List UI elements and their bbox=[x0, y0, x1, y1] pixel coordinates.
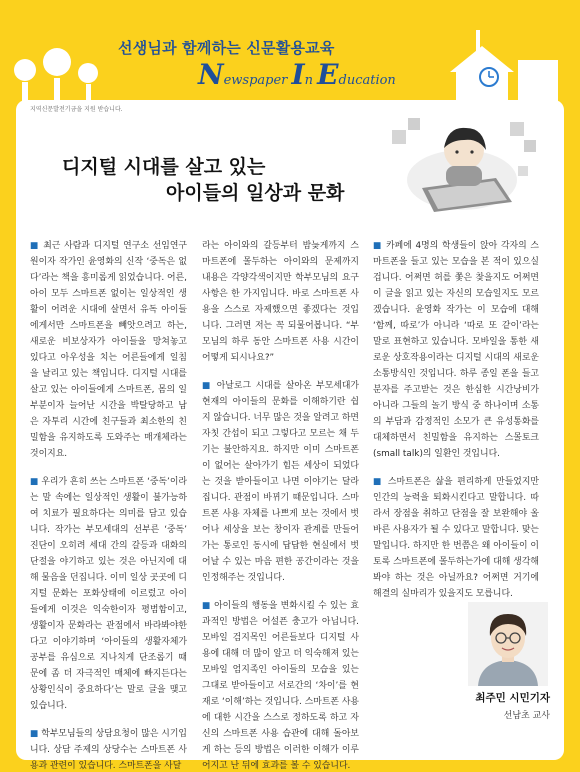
square-bullet-icon: ■ bbox=[202, 381, 213, 391]
square-bullet-icon: ■ bbox=[373, 241, 383, 251]
nie-word: ewspaper bbox=[223, 73, 292, 88]
square-bullet-icon: ■ bbox=[30, 477, 39, 487]
reporter-affiliation: 선남초 교사 bbox=[503, 711, 550, 721]
paragraph-text: 아날로그 시대를 살아온 부모세대가 현재의 아이들의 문화를 이해하기란 쉽지 않습니다. 너무 많은 것을 알려고 하면 자칫 간섭이 되고 그렇다고 모르는 채 두기는 불안하지요. 하지만 이미 스마트폰이 없어는 살아가기 힘든 세상이 되었다는 것을 받아들이고 나면 이야기는 달라집니다. 관점이 바뀌기 때문입니다. 스마트폰 사용 자체를 나쁘게 보는 것에서 벗어나 세상을 보는 창이자 관계를 만들어가는 통로인 동시에 답답한 현실에서 벗어날 수 있는 마음 편한 공간이라는 것을 인정해주는 것입니다. bbox=[202, 381, 360, 583]
nie-word: ducation bbox=[338, 73, 396, 88]
paragraph-text: 최근 사람과 디지털 연구소 선임연구원이자 작가인 윤영화의 신작 ‘중독은 없다’라는 책을 흥미롭게 읽었습니다. 어른, 아이 모두 스마트폰 없이는 일상적인 생활이 어려운 시대에 살면서 유독 아이들에게서만 스마트폰을 빼앗으려고 하는, 새로운 비보상자가 아이들을 망쳐놓고 있다고 아우성을 치는 어른들에게 일침을 날리고 있는 책입니다. 디지털 시대를 살고 있는 아이들에게 스마트폰, 몸의 일부분이자 늘어난 시간을 박탈당하고 남은 자투리 시간에 친구들과 최소한의 친밀함을 유지하도록 도와주는 매개체라는 것이지요. bbox=[30, 241, 187, 459]
paragraph-text: 아이들의 행동을 변화시킬 수 있는 효과적인 방법은 어설픈 충고가 아닙니다. 모바일 검지목인 어른들보다 디지털 사용에 대해 더 많이 알고 더 익숙해져 있는 모바일 엄지족인 아이들의 모습을 있는 그대로 받아들이고 서로간의 ‘차이’를 현재로 ‘이해’하는 것입니다. 스마트폰 사용에 대한 시간을 스스로 정하도록 하고 자신의 스마트폰 사용 습관에 대해 돌아보게 하는 등의 방법은 이러한 이해가 이루어지고 난 뒤에 효과를 볼 수 있습니다. bbox=[202, 601, 359, 771]
source-note: 지역신문발전기금을 지원 받습니다. bbox=[30, 106, 123, 113]
paragraph-text: 학부모님들의 상담요청이 많은 시기입니다. 상담 주제의 상당수는 스마트폰 사용과 관련이 있습니다. 스마트폰을 사달 bbox=[30, 729, 187, 771]
nie-logotype bbox=[198, 58, 396, 91]
reporter-photo bbox=[468, 602, 548, 686]
paragraph bbox=[202, 378, 359, 586]
article-column-2 bbox=[202, 238, 359, 772]
article-column-1 bbox=[30, 238, 187, 772]
paragraph bbox=[373, 474, 539, 602]
house-icon bbox=[450, 30, 558, 104]
reporter-name: 최주민 시민기자 bbox=[475, 692, 550, 704]
clock-icon bbox=[480, 68, 498, 86]
paragraph bbox=[202, 598, 359, 772]
nie-letter: N bbox=[198, 58, 224, 91]
nie-letter: I bbox=[291, 58, 305, 91]
square-bullet-icon: ■ bbox=[202, 601, 211, 611]
paragraph bbox=[30, 474, 187, 714]
tree-icon bbox=[14, 48, 98, 104]
headline-line-1: 디지털 시대를 살고 있는 bbox=[62, 156, 266, 178]
paragraph bbox=[202, 238, 359, 366]
nie-letter: E bbox=[317, 58, 339, 91]
square-bullet-icon: ■ bbox=[30, 729, 39, 739]
child-with-tablet-illustration bbox=[392, 110, 542, 220]
byline bbox=[380, 690, 550, 721]
paragraph-text: 스마트폰은 삶을 편리하게 만들었지만 인간의 능력을 퇴화시킨다고 말합니다. 따라서 장점을 취하고 단점을 잘 보완해야 올바른 사용자가 될 수 있다고 말합니다. 맞는 말입니다. 하지만 한 번쯤은 왜 아이들이 이토록 스마트폰에 몰두하는가에 대해 생각해봐야 하는 것은 아닐까요? 어쩌면 거기에 해결의 실마리가 있을지도 모릅니다. bbox=[373, 477, 539, 599]
paragraph bbox=[30, 726, 187, 772]
square-bullet-icon: ■ bbox=[373, 477, 384, 487]
article-column-3 bbox=[373, 238, 539, 614]
paragraph-text: 라는 아이와의 갈등부터 밤늦게까지 스마트폰에 몰두하는 아이와의 문제까지 내용은 각양각색이지만 학부모님의 요구사항은 한 가지입니다. 바로 스마트폰 사용을 스스로 자제했으면 좋겠다는 것입니다. 그러면 저는 꼭 되물어봅니다. “부모님의 하루 동안 스마트폰 사용 시간이 어떻게 되시나요?” bbox=[202, 241, 359, 363]
paragraph bbox=[373, 238, 539, 462]
section-title: 선생님과 함께하는 신문활용교육 bbox=[118, 39, 335, 57]
paragraph-text: 우리가 흔히 쓰는 스마트폰 ‘중독’이라는 말 속에는 일상적인 생활이 불가능하여 치료가 필요하다는 의미를 담고 있습니다. 작가는 부모세대의 선부른 ‘중독’ 진단이 오히려 세대 간의 갈등과 대화의 단절을 야기하고 있는 것은 아닌지에 대해 물음을 던집니다. 이미 일상 곳곳에 디지털 문화는 포화상태에 이르렀고 아이들에게 이것은 익숙한이자 평범함이고, 생활이자 문화라는 관점에서 바라봐야한다고 이야기하며 ‘아이들의 생활자체가 공부를 유심으로 지나치게 단조롭기 때문에 좀 더 자극적인 매체에 빠지든다는 상황인식이 중요하다’는 말로 글을 맺고 있습니다. bbox=[30, 477, 188, 711]
paragraph-text: 카페에 4명의 학생들이 앉아 각자의 스마트폰을 들고 있는 모습을 본 적이 있으실 겁니다. 어쩌면 허를 쫓은 찾을지도 어쩌면 이 글을 읽고 있는 자신의 모습일지도 모르겠습니다. 윤영화 작가는 이 모습에 대해 ‘함께, 따로’가 아니라 ‘따로 또 같이’라는 말로 표현하고 있습니다. 모바일을 통한 새로운 상호작용이라는 디지털 시대의 새로운 소통방식인 것입니다. 하루 종일 폰을 들고 분자를 주고받는 것은 한심한 시간낭비가 아니라 그들의 놀기 방식 중 하나이며 소통의 부담과 감정적인 소모가 큰 유성통화를 대체하면서 친밀함을 유지하는 스몰토크(small talk)의 일환인 것입니다. bbox=[373, 241, 539, 459]
headline-line-2: 아이들의 일상과 문화 bbox=[166, 182, 345, 204]
paragraph bbox=[30, 238, 187, 462]
nie-word: n bbox=[304, 73, 318, 88]
square-bullet-icon: ■ bbox=[30, 241, 40, 251]
